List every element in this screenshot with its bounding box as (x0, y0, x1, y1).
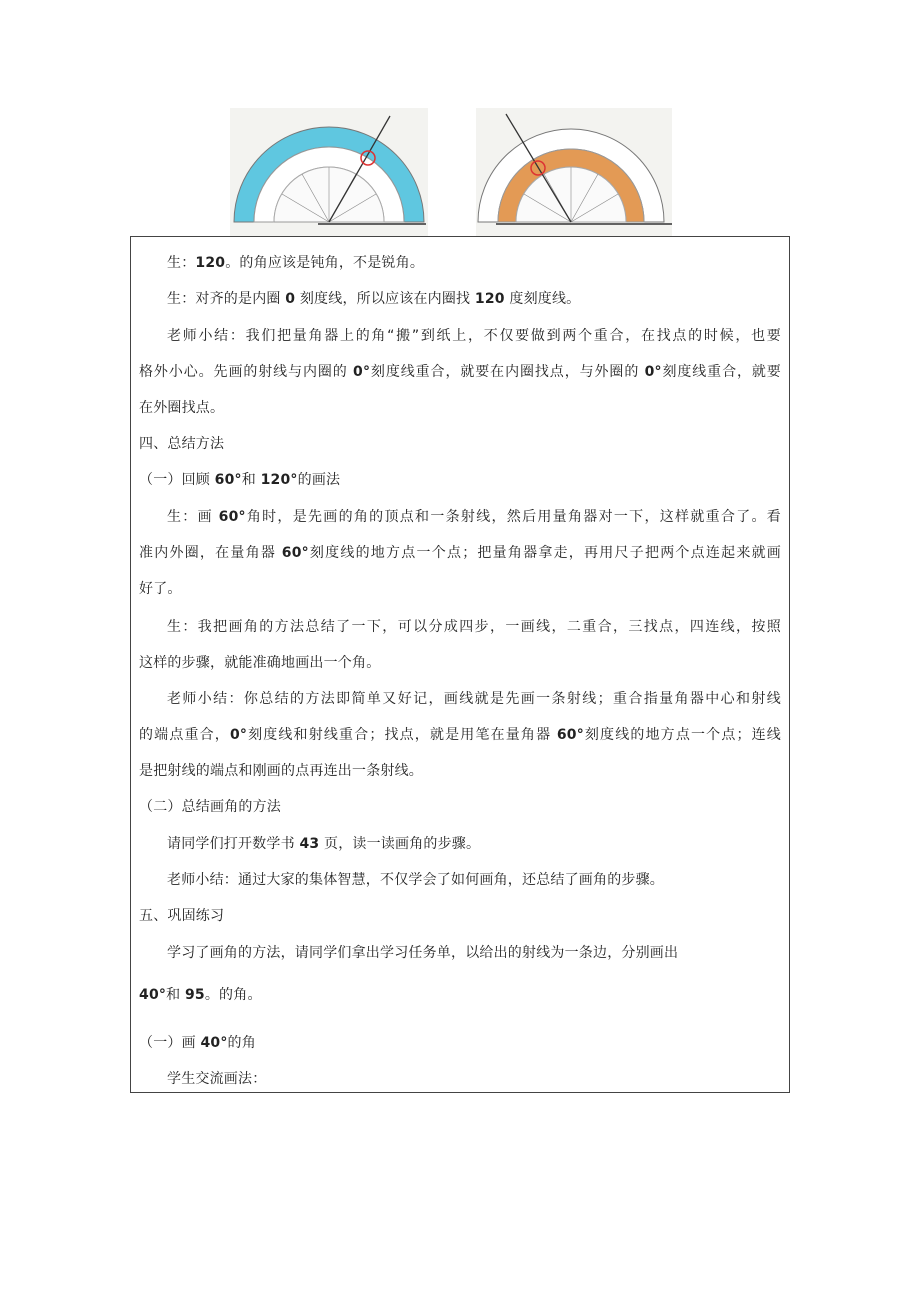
teacher-summary-1-line-2: 格外小心。先画的射线与内圈的 0°刻度线重合，就要在内圈找点，与外圈的 0°刻度线重合，就要 (139, 364, 782, 380)
heading-section-5: 五、巩固练习 (139, 908, 225, 924)
paragraph-practice-line-2: 40°和 95。的角。 (139, 987, 262, 1003)
paragraph-60-method-line-1: 生：画 60°角时，是先画的角的顶点和一条射线，然后用量角器对一下，这样就重合了。看 (167, 509, 781, 525)
paragraph-four-steps-line-1: 生：我把画角的方法总结了一下，可以分成四步，一画线，二重合，三找点，四连线，按照 (167, 619, 781, 635)
protractor-outer-scale-figure (476, 108, 672, 236)
protractor-left-svg (230, 108, 428, 236)
teacher-summary-1-line-3: 在外圈找点。 (139, 400, 225, 416)
paragraph-60-method-line-2: 准内外圈，在量角器 60°刻度线的地方点一个点；把量角器拿走，再用尺子把两个点连起来就画 (139, 545, 782, 561)
protractor-inner-scale-figure (230, 108, 428, 236)
paragraph-student-inner-circle: 生：对齐的是内圈 0 刻度线，所以应该在内圈找 120 度刻度线。 (167, 291, 581, 307)
paragraph-student-120: 生：120。的角应该是钝角，不是锐角。 (167, 255, 425, 271)
paragraph-four-steps-line-2: 这样的步骤，就能准确地画出一个角。 (139, 655, 381, 671)
teacher-summary-2-line-3: 是把射线的端点和刚画的点再连出一条射线。 (139, 763, 423, 779)
paragraph-open-book: 请同学们打开数学书 43 页，读一读画角的步骤。 (167, 836, 481, 852)
heading-4-2: （二）总结画角的方法 (139, 799, 281, 815)
paragraph-60-method-line-3: 好了。 (139, 581, 182, 597)
teacher-summary-3: 老师小结：通过大家的集体智慧，不仅学会了如何画角，还总结了画角的步骤。 (167, 872, 664, 888)
heading-section-4: 四、总结方法 (139, 436, 225, 452)
paragraph-practice-line-1: 学习了画角的方法，请同学们拿出学习任务单，以给出的射线为一条边，分别画出 (167, 945, 679, 961)
lesson-content-box (130, 236, 790, 1093)
teacher-summary-1-line-1: 老师小结：我们把量角器上的角“搬”到纸上，不仅要做到两个重合，在找点的时候，也要 (167, 328, 781, 344)
teacher-summary-2-line-2: 的端点重合，0°刻度线和射线重合；找点，就是用笔在量角器 60°刻度线的地方点一个点；连线 (139, 727, 781, 743)
protractor-figures (230, 108, 670, 236)
heading-5-1: （一）画 40°的角 (139, 1035, 256, 1051)
teacher-summary-2-line-1: 老师小结：你总结的方法即简单又好记，画线就是先画一条射线；重合指量角器中心和射线 (167, 691, 781, 707)
protractor-right-svg (476, 108, 672, 236)
heading-4-1: （一）回顾 60°和 120°的画法 (139, 472, 341, 488)
paragraph-student-exchange: 学生交流画法： (167, 1071, 267, 1087)
